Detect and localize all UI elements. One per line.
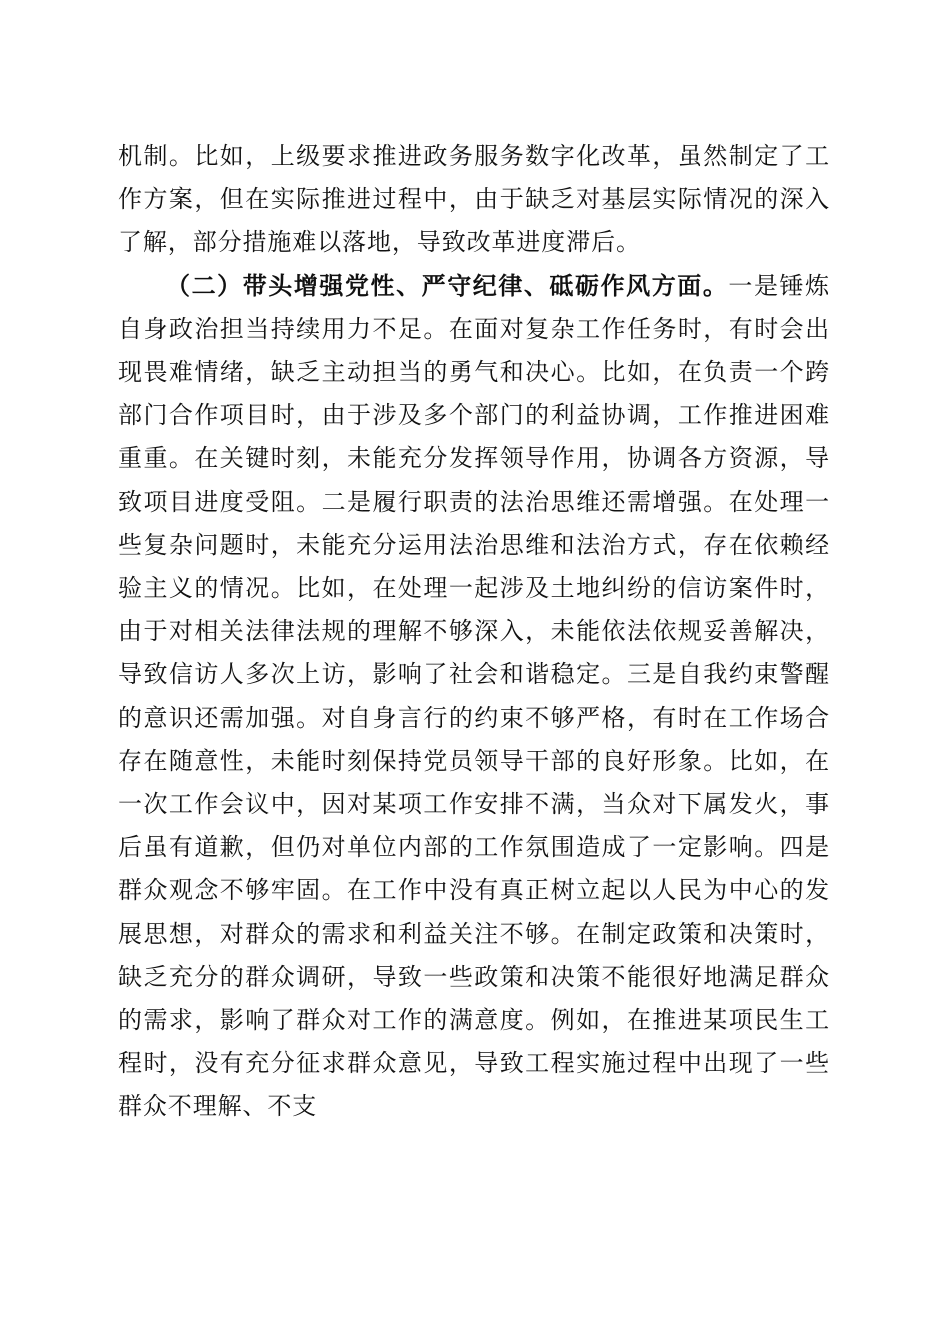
paragraph-continuation xyxy=(118,135,830,265)
paragraph-text: 一是锤炼自身政治担当持续用力不足。在面对复杂工作任务时，有时会出现畏难情绪，缺乏主动担当的勇气和决心。比如，在负责一个跨部门合作项目时，由于涉及多个部门的利益协调，工作推进困难重重。在关键时刻，未能充分发挥领导作用，协调各方资源，导致项目进度受阻。二是履行职责的法治思维还需增强。在处理一些复杂问题时，未能充分运用法治思维和法治方式，存在依赖经验主义的情况。比如，在处理一起涉及土地纠纷的信访案件时，由于对相关法律法规的理解不够深入，未能依法依规妥善解决，导致信访人多次上访，影响了社会和谐稳定。三是自我约束警醒的意识还需加强。对自身言行的约束不够严格，有时在工作场合存在随意性，未能时刻保持党员领导干部的良好形象。比如，在一次工作会议中，因对某项工作安排不满，当众对下属发火，事后虽有道歉，但仍对单位内部的工作氛围造成了一定影响。四是群众观念不够牢固。在工作中没有真正树立起以人民为中心的发展思想，对群众的需求和利益关注不够。在制定政策和决策时，缺乏充分的群众调研，导致一些政策和决策不能很好地满足群众的需求，影响了群众对工作的满意度。例如，在推进某项民生工程时，没有充分征求群众意见，导致工程实施过程中出现了一些群众不理解、不支 xyxy=(118,271,830,1121)
section-heading: （二）带头增强党性、严守纪律、砥砺作风方面。 xyxy=(166,271,729,300)
paragraph-text: 机制。比如，上级要求推进政务服务数字化改革，虽然制定了工作方案，但在实际推进过程中，由于缺乏对基层实际情况的深入了解，部分措施难以落地，导致改革进度滞后。 xyxy=(118,142,830,257)
paragraph-section-two xyxy=(118,265,830,1129)
document-body xyxy=(118,135,830,1129)
